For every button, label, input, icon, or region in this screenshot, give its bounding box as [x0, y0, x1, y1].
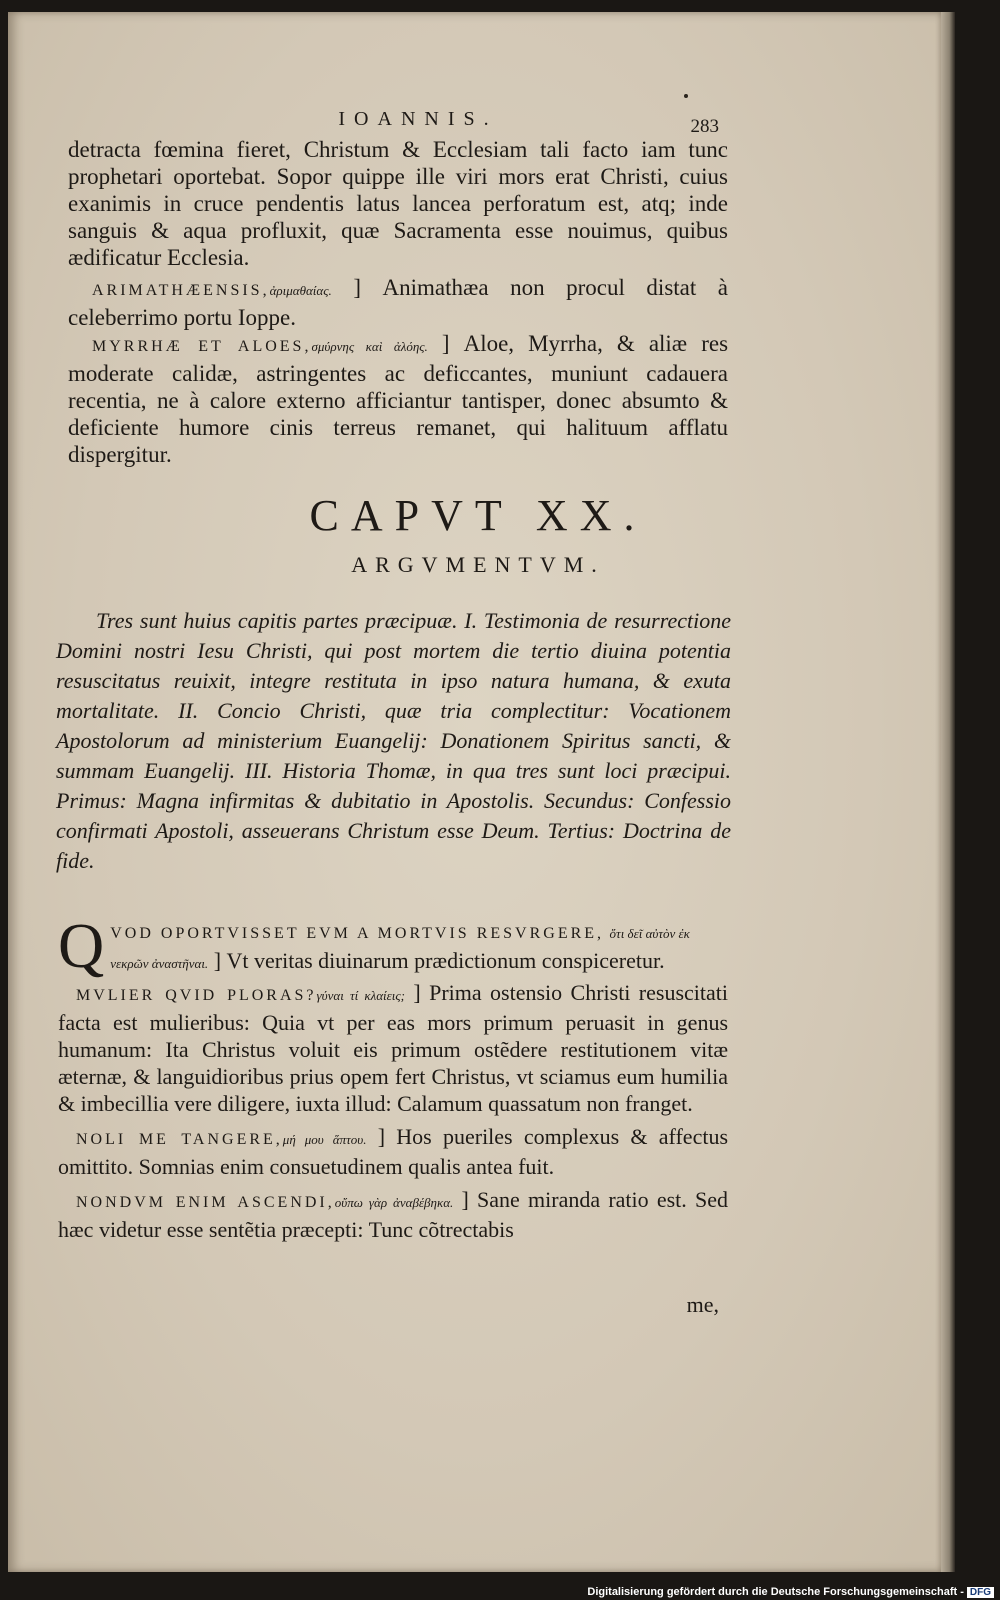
greek-lemma: οὔπω γὰρ ἀναβέβηκα. — [334, 1195, 454, 1210]
ink-dot — [684, 94, 688, 98]
argumentum-heading: ARGVMENTVM. — [351, 552, 605, 577]
lemma-paragraph-arimathaeensis — [68, 274, 728, 331]
dfg-logo: DFG — [967, 1587, 994, 1598]
chapter-title: CAPVT XX. — [309, 491, 647, 540]
lemma: NONDVM ENIM ASCENDI, — [76, 1194, 335, 1211]
lemma-paragraph-myrrhae — [68, 330, 728, 468]
lemma-commentary: ] Animathæa non procul distat à celeberrimo portu Ioppe. — [68, 275, 729, 330]
lemma: ARIMATHÆENSIS, — [92, 282, 270, 299]
lemma: MVLIER QVID PLORAS? — [76, 987, 317, 1004]
greek-lemma: ἀριμαθαίας. — [269, 283, 332, 298]
lemma: NOLI ME TANGERE, — [76, 1131, 283, 1148]
lemma: VOD OPORTVISSET EVM A MORTVIS RESVRGERE, — [110, 925, 605, 942]
commentary-section — [58, 910, 729, 1243]
credit-text: Digitalisierung gefördert durch die Deutsche Forschungsgemeinschaft - — [587, 1586, 964, 1598]
catchword: me, — [686, 1292, 719, 1317]
argumentum-text: Tres sunt huius capitis partes præcipuæ. I. Testimonia de resurrectione Domini nostri Iesu Christi, qui post mortem die tertio diuina potentia resuscitatus reuixit, integre restituta in ipso natura humana, & exuta mortalitate. II. Concio Christi, quæ tria complectitur: Vocationem Apostolorum ad ministerium Euangelij: Donationem Spiritus sancti, & summam Euangelij. III. Historia Thomæ, in qua tres sunt loci præcipui. Primus: Magna infirmitas & dubitatio in Apostolis. Secundus: Confessio confirmati Apostoli, asseuerans Christum esse Deum. Tertius: Doctrina de fide. — [56, 608, 731, 873]
commentary-entry-3 — [58, 1123, 728, 1180]
commentary-entry-4 — [58, 1186, 728, 1243]
commentary-entry-1 — [58, 910, 728, 981]
commentary-entry-2 — [58, 979, 728, 1117]
greek-lemma: μή μου ἅπτου. — [282, 1132, 367, 1147]
greek-lemma: γύναι τί κλαίεις; — [316, 988, 405, 1003]
paragraph-continuation: detracta fœmina fieret, Christum & Ecclesiam tali facto iam tunc prophetari oportebat. Sopor quippe ille viri mors erat Christi, cuius exanimis in cruce pendentis latus lancea perforatum est, atq; inde sanguis & aqua profluxit, quæ Sacramenta esse nouimus, quibus ædificatur Ecclesia. — [68, 137, 728, 270]
lemma-commentary: ] Vt veritas diuinarum prædictionum conspiceretur. — [213, 948, 665, 973]
page-number: 283 — [690, 116, 719, 137]
lemma-commentary: ] Hos pueriles complexus & affectus omittito. Somnias enim consuetudinem qualis antea fuit. — [58, 1124, 729, 1179]
digitization-credit — [587, 1586, 994, 1598]
lemma: MYRRHÆ ET ALOES, — [92, 338, 312, 355]
lemma-commentary: ] Sane miranda ratio est. Sed hæc videtur esse sentẽtia præcepti: Tunc cõtrectabis — [58, 1187, 728, 1242]
page-edge — [941, 12, 955, 1572]
lemma-commentary: ] Aloe, Myrrha, & aliæ res moderate calidæ, astringentes ac deficcantes, muniunt cadauera recentia, ne à calore externo afficiantur tantisper, donec absumto & deficiente humore cinis terreus remanet, qui halituum afflatu dispergitur. — [68, 331, 729, 467]
lemma-commentary: ] Prima ostensio Christi resuscitati facta est mulieribus: Quia vt per eas mors primum peruasit in genus humanum: Ita Christus voluit eis primum ostẽdere restitutionem vitæ æternæ, & languidioribus prius opem fert Christus, vt sciamus eum humilia & imbecillia vere diligere, iuxta illud: Calamum quassatum non franget. — [58, 980, 728, 1116]
greek-lemma: ὅτι δεῖ αὐτὸν ἐκ νεκρῶν ἀναστῆναι. — [110, 926, 690, 971]
book-page — [8, 12, 941, 1572]
running-head: IOANNIS. — [338, 108, 498, 130]
greek-lemma: σμύρνης καὶ ἀλόης. — [311, 339, 428, 354]
drop-cap: Q — [58, 910, 105, 981]
